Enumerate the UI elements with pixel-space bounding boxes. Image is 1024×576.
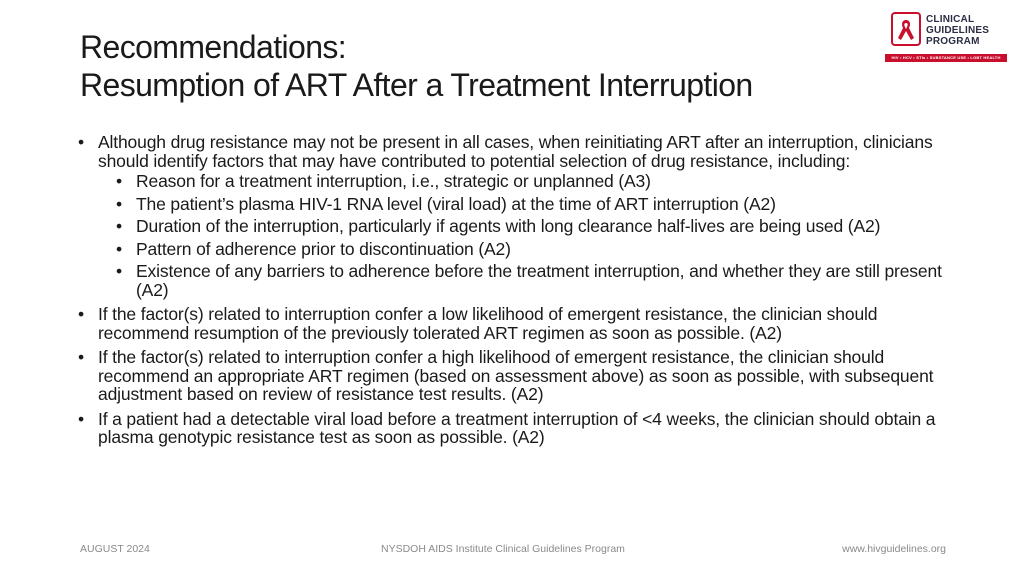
footer-program-name: NYSDOH AIDS Institute Clinical Guidelines Program bbox=[381, 543, 625, 555]
bullet-item bbox=[78, 133, 958, 299]
sub-bullet-item: • The patient’s plasma HIV-1 RNA level (viral load) at the time of ART interruption (A2) bbox=[98, 195, 958, 214]
sub-bullet-item: • Reason for a treatment interruption, i.e., strategic or unplanned (A3) bbox=[98, 172, 958, 191]
slide-body bbox=[78, 133, 958, 453]
red-ribbon-icon bbox=[896, 18, 916, 42]
sub-bullet-item: • Duration of the interruption, particularly if agents with long clearance half-lives are being used (A2) bbox=[98, 217, 958, 236]
sub-bullet-item: • Pattern of adherence prior to discontinuation (A2) bbox=[98, 240, 958, 259]
bullet-item: • If the factor(s) related to interruption confer a low likelihood of emergent resistance, the clinician should recommend resumption of the previously tolerated ART regimen as soon as possible. (A2) bbox=[78, 305, 958, 342]
slide-title-line-2: Resumption of ART After a Treatment Interruption bbox=[80, 67, 753, 103]
bullet-item: • If the factor(s) related to interruption confer a high likelihood of emergent resistance, the clinician should recommend an appropriate ART regimen (based on assessment above) as soon as possible, with subsequent adjustment based on review of resistance test results. (A2) bbox=[78, 348, 958, 404]
logo-line-2: GUIDELINES bbox=[926, 25, 990, 36]
bullet-list bbox=[78, 133, 958, 447]
logo-wordmark bbox=[926, 14, 989, 47]
clinical-guidelines-program-logo bbox=[885, 12, 1007, 64]
sub-bullet-item: • Existence of any barriers to adherence before the treatment interruption, and whether they are still present (A2) bbox=[98, 262, 958, 299]
bullet-text: Although drug resistance may not be present in all cases, when reinitiating ART after an interruption, clinicians should identify factors that may have contributed to potential selection of drug resistance, including: bbox=[98, 132, 933, 171]
bullet-item: • If a patient had a detectable viral load before a treatment interruption of <4 weeks, the clinician should obtain a plasma genotypic resistance test as soon as possible. (A2) bbox=[78, 410, 958, 447]
logo-line-1: CLINICAL bbox=[926, 14, 975, 25]
logo-frame bbox=[891, 12, 921, 46]
footer-date: AUGUST 2024 bbox=[80, 543, 150, 555]
sub-bullet-list bbox=[98, 172, 958, 299]
logo-line-3: PROGRAM bbox=[926, 36, 980, 47]
footer-website: www.hivguidelines.org bbox=[842, 543, 946, 555]
slide-title-line-1: Recommendations: bbox=[80, 29, 347, 65]
logo-tagline: HIV • HCV • STIs • SUBSTANCE USE • LGBT HEALTH bbox=[885, 54, 1007, 62]
slide-title bbox=[80, 28, 860, 104]
